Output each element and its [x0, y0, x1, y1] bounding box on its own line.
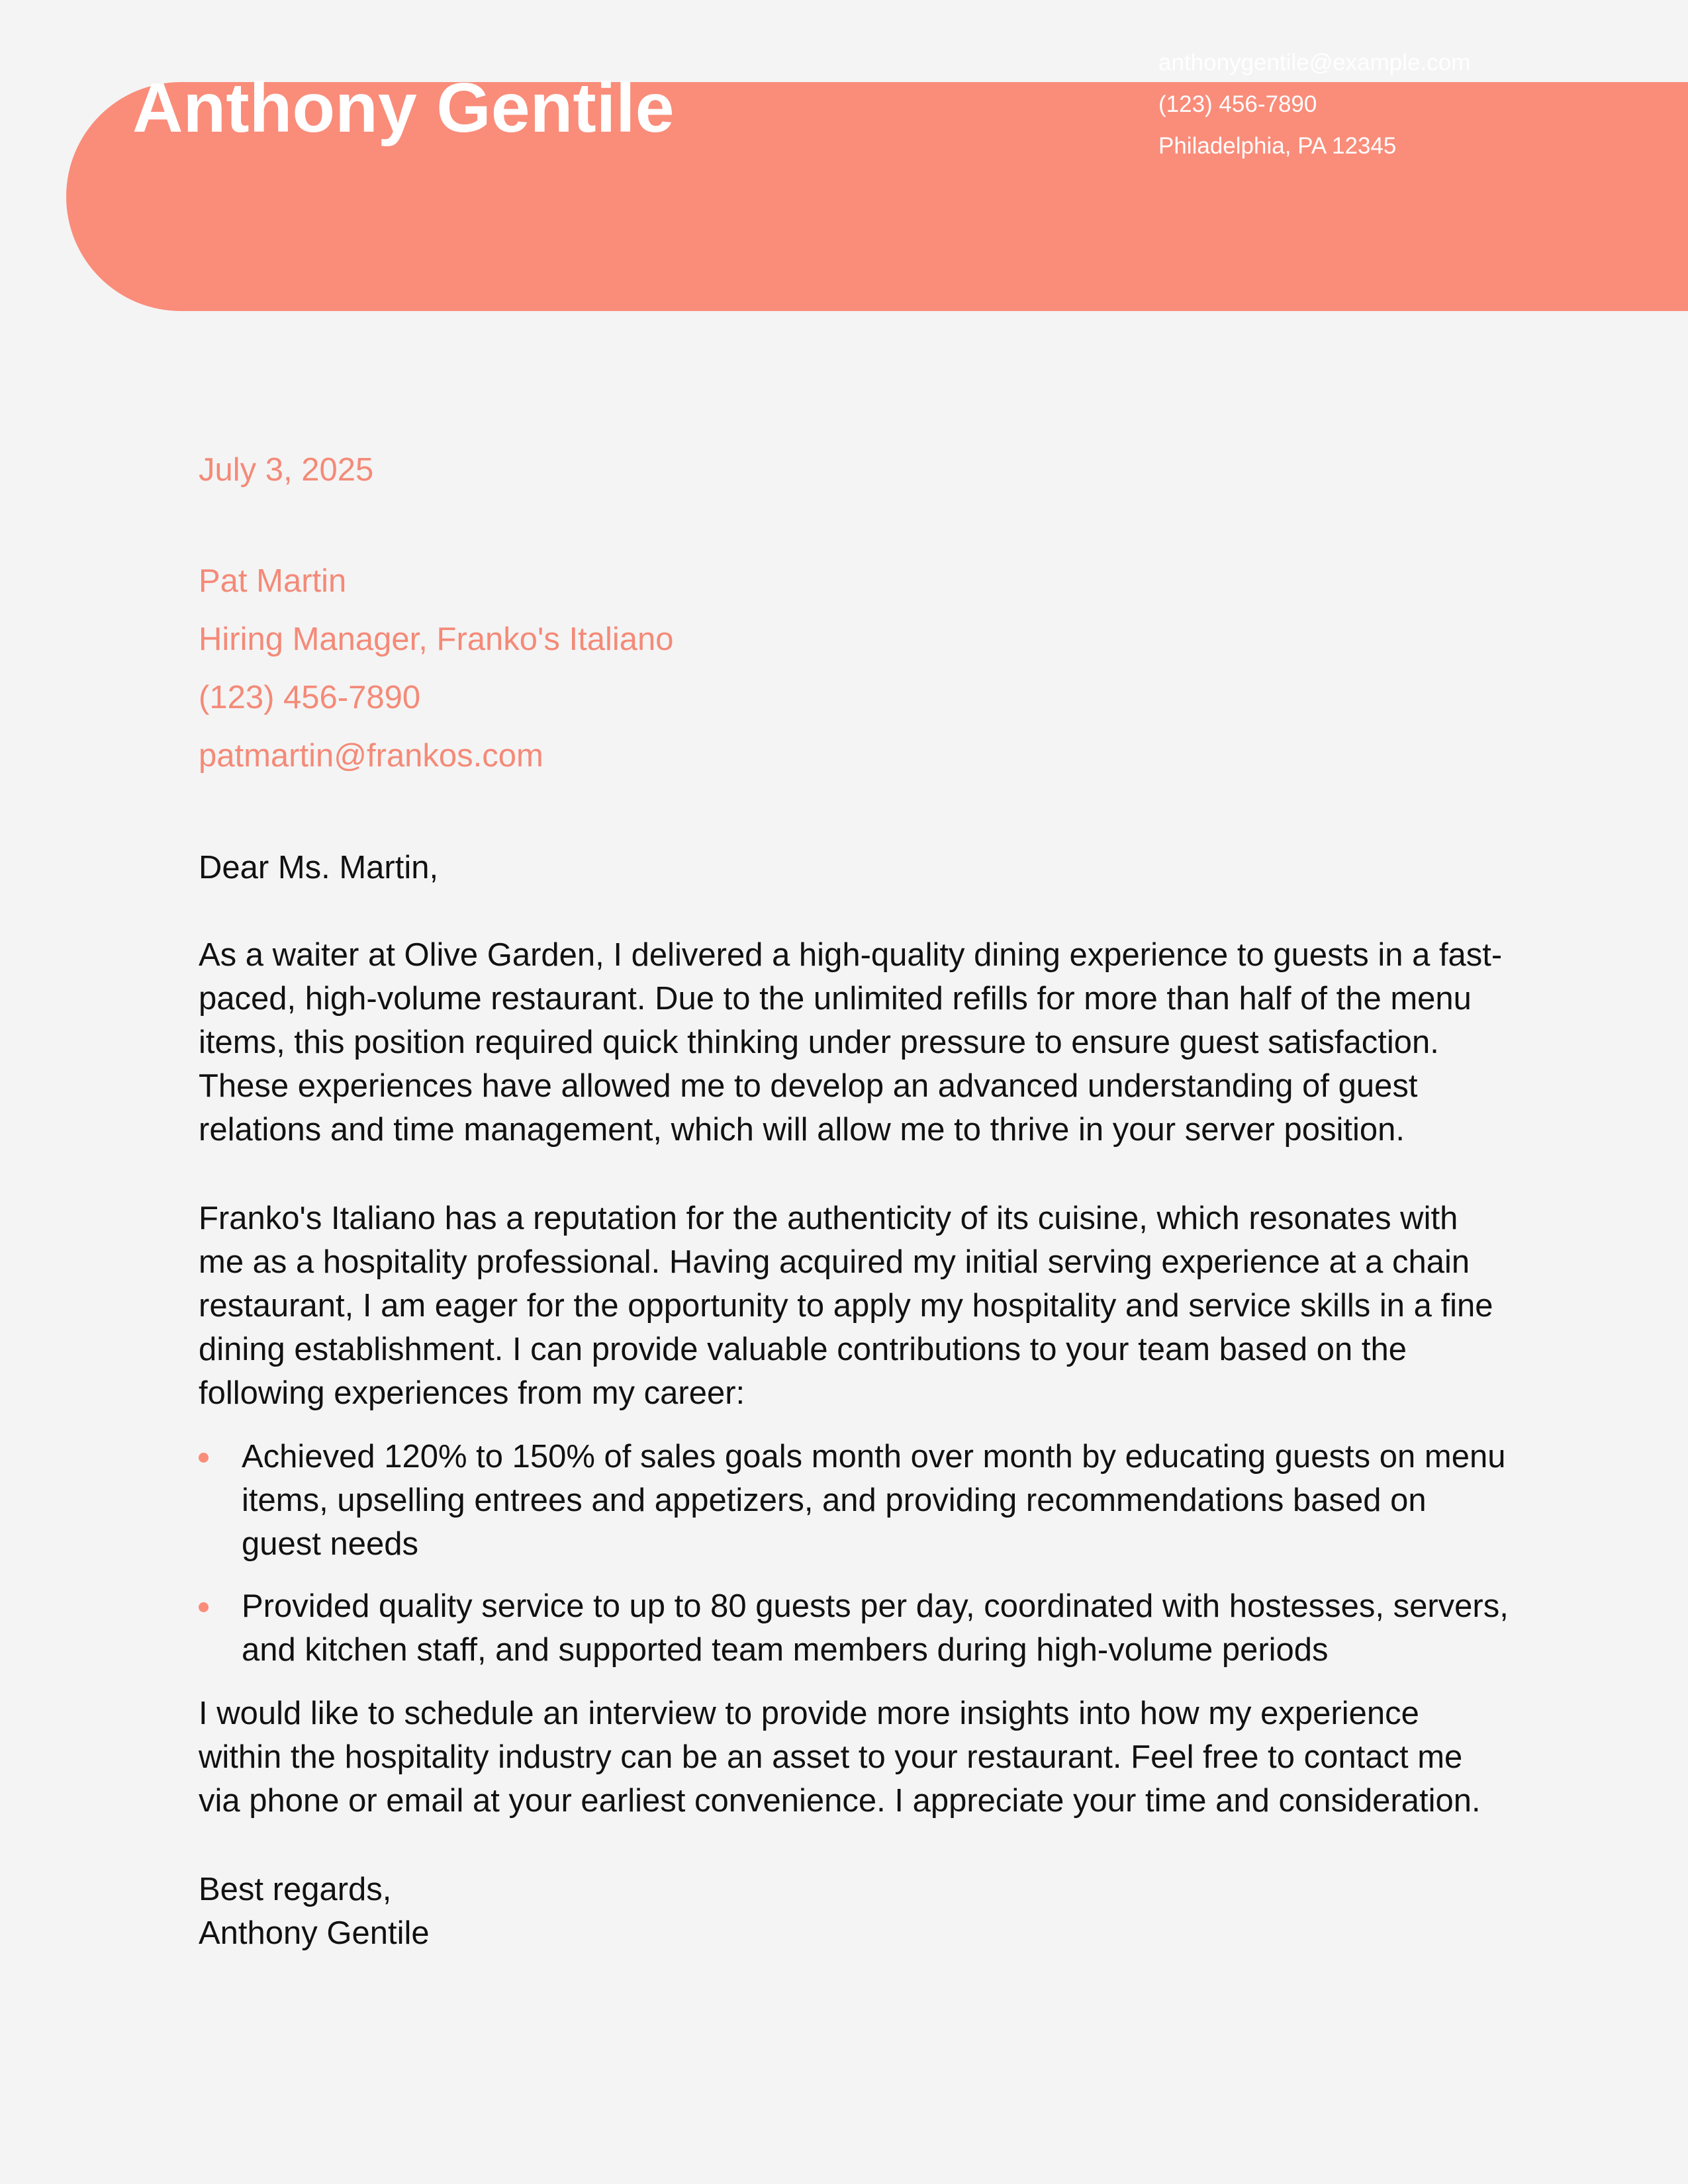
- applicant-email[interactable]: anthonygentile@example.com: [1158, 50, 1471, 75]
- signoff: Best regards,: [199, 1872, 392, 1907]
- list-item: [199, 1435, 1509, 1566]
- recipient-email[interactable]: patmartin@frankos.com: [199, 738, 543, 774]
- recipient-phone[interactable]: (123) 456-7890: [199, 680, 421, 715]
- salutation: Dear Ms. Martin,: [199, 850, 439, 886]
- bullet-icon: [199, 1602, 209, 1612]
- recipient-block: [199, 561, 674, 794]
- applicant-location: Philadelphia, PA 12345: [1158, 133, 1397, 159]
- achievements-list: [199, 1435, 1509, 1672]
- applicant-phone[interactable]: (123) 456-7890: [1158, 91, 1317, 117]
- list-item-text: Achieved 120% to 150% of sales goals month over month by educating guests on menu items, upselling entrees and appetizers, and providing recommendations based on guest needs: [242, 1439, 1506, 1562]
- recipient-name: Pat Martin: [199, 563, 347, 599]
- list-item-text: Provided quality service to up to 80 guests per day, coordinated with hostesses, servers, and kitchen staff, and supported team members during high-volume periods: [242, 1588, 1509, 1668]
- closing-paragraph: I would like to schedule an interview to provide more insights into how my experience within the hospitality industry can be an asset to your restaurant. Feel free to contact me via phone or email at your earliest convenience. I appreciate your time and consideration.: [199, 1696, 1481, 1819]
- applicant-contact-block: [1158, 46, 1476, 163]
- recipient-title: Hiring Manager, Franko's Italiano: [199, 621, 674, 657]
- body-paragraph: As a waiter at Olive Garden, I delivered a high-quality dining experience to guests in a fast-paced, high-volume restaurant. Due to the unlimited refills for more than half of the menu items, this position required quick thinking under pressure to ensure guest satisfaction. These experiences have allowed me to develop an advanced understanding of guest relations and time management, which will allow me to thrive in your server position.: [199, 937, 1503, 1148]
- list-item: [199, 1584, 1509, 1672]
- applicant-name: Anthony Gentile: [132, 69, 675, 147]
- body-paragraph: Franko's Italiano has a reputation for the authenticity of its cuisine, which resonates with me as a hospitality professional. Having acquired my initial serving experience at a chain restaurant, I am eager for the opportunity to apply my hospitality and service skills in a fine dining establishment. I can provide valuable contributions to your team based on the following experiences from my career:: [199, 1201, 1493, 1411]
- bullet-icon: [199, 1453, 209, 1463]
- letter-date: July 3, 2025: [199, 452, 374, 488]
- letter-body: [199, 846, 1509, 1955]
- signature: Anthony Gentile: [199, 1915, 430, 1951]
